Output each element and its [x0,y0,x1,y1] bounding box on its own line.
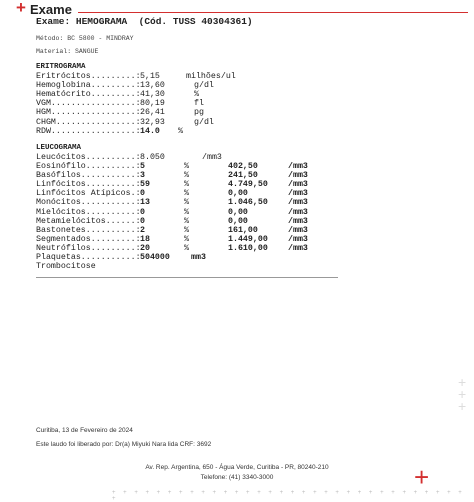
row-name: Leucócitos..........: [36,153,141,162]
row-absolute-unit: /mm3 [288,180,308,190]
row-name: Bastonetes..........: [36,225,141,235]
note-text: Trombocitose [36,262,96,271]
row-absolute: 241,50 [228,171,258,181]
row-value: 8.050 [140,153,165,162]
row-unit: milhões/ul [186,72,236,81]
plus-icon: + [458,374,467,390]
row-absolute: 402,50 [228,162,258,171]
row-absolute-unit: /mm3 [288,216,308,226]
row-absolute: 1.046,50 [228,198,268,208]
row-name: Hematócrito.........: [36,90,141,100]
row-percent: % [184,198,189,208]
row-name: Segmentados.........: [36,234,141,244]
row-absolute: 1.449,00 [228,234,268,244]
lab-phone: Telefone: (41) 3340-3000 [200,474,274,481]
row-absolute: 161,00 [228,225,258,235]
row-unit: fl [194,99,204,109]
plus-icon: + [16,0,26,17]
row-name: Metamielócitos......: [36,216,141,226]
lab-address: Av. Rep. Argentina, 650 - Água Verde, Curitiba - PR, 80240-210 [145,464,329,471]
row-name: Neutrófilos.........: [36,243,141,253]
row-name: HGM.................: [36,108,141,118]
row-value: 26,41 [140,108,165,118]
row-name: Mielócitos..........: [36,207,141,217]
plus-icon: + [458,398,467,414]
row-value: 20 [140,243,150,253]
row-value: 2 [140,225,145,235]
row-absolute-unit: /mm3 [288,234,308,244]
row-unit: pg [194,108,204,118]
section-divider [36,277,338,278]
row-name: Monócitos...........: [36,198,141,208]
row-absolute-unit: /mm3 [288,225,308,235]
header-title: Exame [30,2,72,17]
row-absolute-unit: /mm3 [288,207,308,217]
row-percent: % [184,216,189,226]
row-percent: % [184,243,189,253]
row-absolute-unit: /mm3 [288,171,308,181]
row-absolute: 0,00 [228,207,248,217]
row-value: 13 [140,198,150,208]
eritrograma-title: ERITROGRAMA [36,63,86,71]
row-absolute-unit: /mm3 [288,162,308,171]
row-value: 504000 [140,253,170,262]
row-value: 14.0 [140,126,160,136]
row-absolute-unit: /mm3 [288,198,308,208]
row-percent: % [184,180,189,190]
row-absolute: 1.610,00 [228,243,268,253]
row-unit: % [194,90,199,100]
row-value: 80,19 [140,99,165,109]
row-value: 0 [140,207,145,217]
row-value: 18 [140,234,150,244]
row-value: 41,30 [140,90,165,100]
row-unit: % [178,126,183,136]
row-unit: g/dl [194,81,214,91]
row-percent: % [184,162,189,171]
row-name: VGM.................: [36,99,141,109]
row-value: 13,60 [140,81,165,91]
leucograma-title: LEUCOGRAMA [36,144,82,152]
row-unit: /mm3 [202,153,222,162]
row-unit: mm3 [191,253,206,262]
row-absolute: 0,00 [228,189,248,199]
row-absolute: 0,00 [228,216,248,226]
row-name: Plaquetas...........: [36,253,141,262]
header-divider [78,12,468,13]
plus-icon: + [458,386,467,402]
row-value: 5 [140,162,145,171]
row-value: 0 [140,216,145,226]
row-unit: g/dl [194,117,214,127]
row-absolute: 4.749,50 [228,180,268,190]
row-percent: % [184,225,189,235]
row-percent: % [184,189,189,199]
exam-title: Exame: HEMOGRAMA (Cód. TUSS 40304361) [36,16,253,27]
row-value: 32,93 [140,117,165,127]
row-name: Eritrócitos.........: [36,72,141,81]
report-date: Curitiba, 13 de Fevereiro de 2024 [36,427,133,434]
row-name: RDW.................: [36,126,141,136]
row-value: 5,15 [140,72,160,81]
exam-method: Método: BC 5800 - MINDRAY [36,35,134,42]
row-name: Linfócitos..........: [36,180,141,190]
plus-icon: + [414,462,430,492]
row-value: 0 [140,189,145,199]
row-name: CHGM................: [36,117,141,127]
row-value: 59 [140,180,150,190]
row-value: 3 [140,171,145,181]
row-percent: % [184,234,189,244]
exam-material: Material: SANGUE [36,48,99,55]
row-name: Hemoglobina.........: [36,81,141,91]
trombocitose-note [36,262,96,272]
row-name: Eosinófilo..........: [36,162,141,171]
row-percent: % [184,171,189,181]
row-absolute-unit: /mm3 [288,243,308,253]
decorative-dots: + + + + + + + + + + + + + + + + + + + + + + + + + + + + + + + + + [112,490,465,502]
report-release: Este laudo foi liberado por: Dr(a) Miyuki Nara lida CRF: 3692 [36,441,212,448]
row-absolute-unit: /mm3 [288,189,308,199]
row-name: Basófilos...........: [36,171,141,181]
row-percent: % [184,207,189,217]
row-name: Linfócitos Atípicos.: [36,189,141,199]
